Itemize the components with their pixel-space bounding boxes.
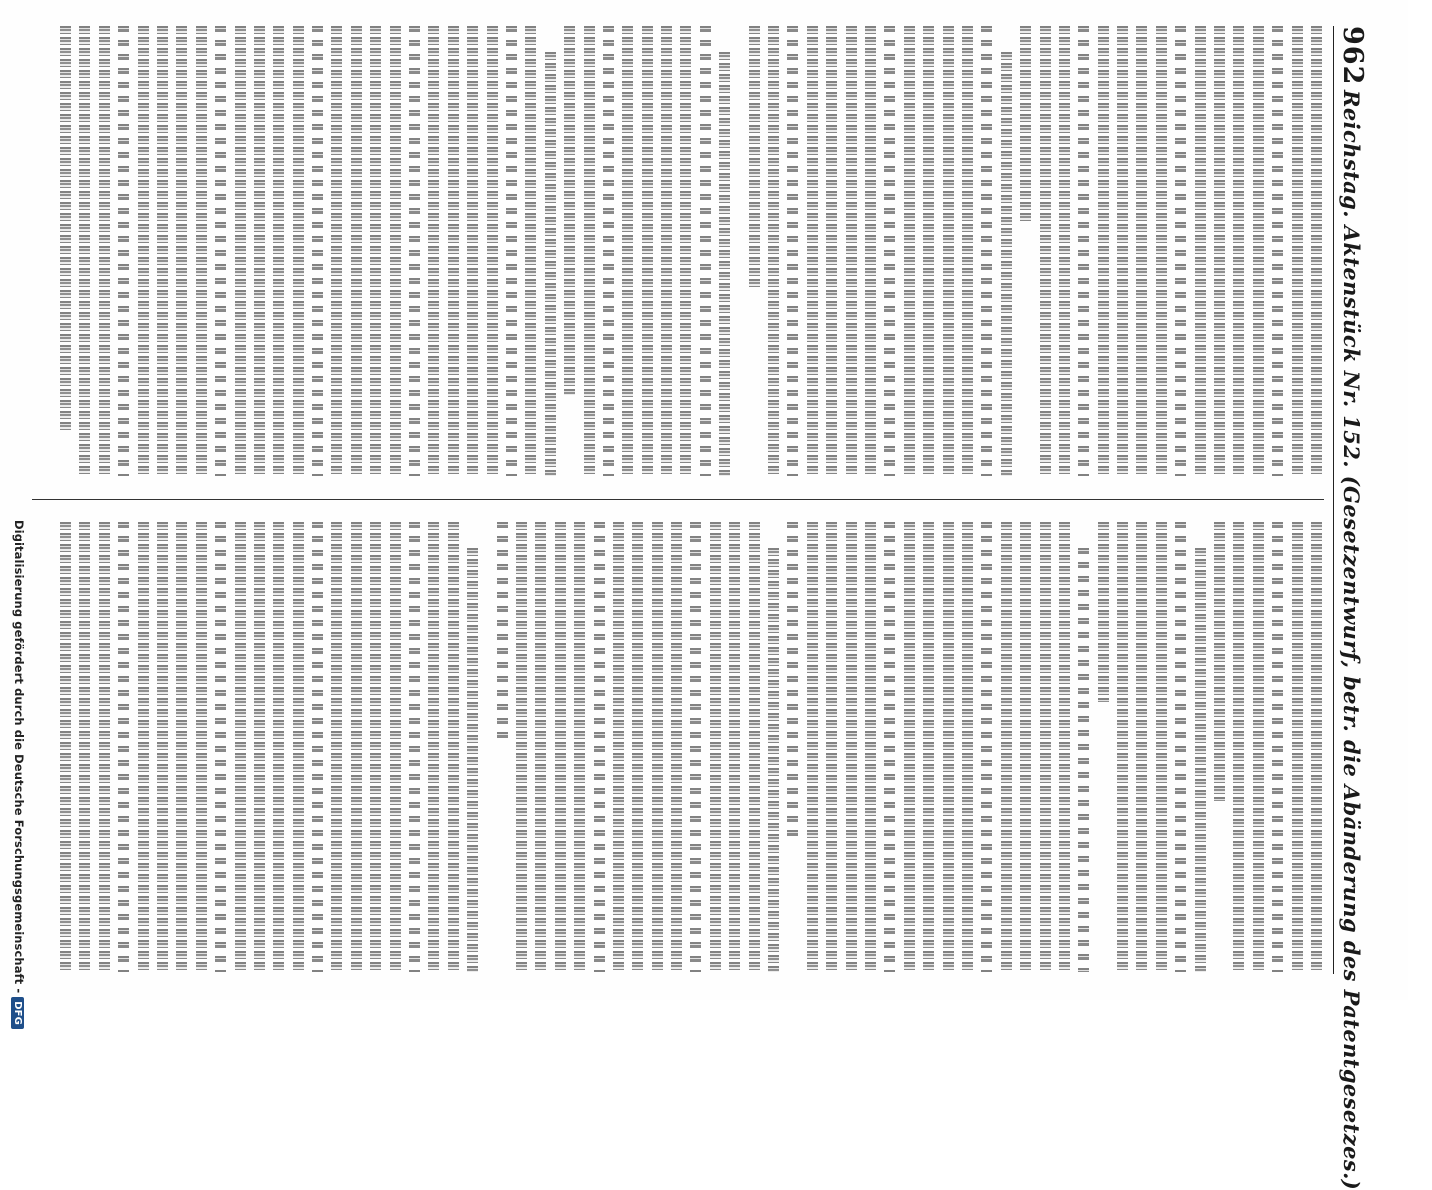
text-line — [138, 522, 149, 972]
text-line — [734, 26, 740, 476]
text-line — [448, 26, 459, 476]
line-ink — [943, 26, 954, 476]
line-ink — [351, 26, 362, 476]
text-line — [409, 522, 420, 972]
text-line — [729, 522, 740, 972]
text-line — [691, 522, 702, 972]
text-line — [1233, 522, 1244, 972]
text-line — [331, 26, 342, 476]
text-line — [1098, 522, 1109, 972]
text-line — [60, 522, 71, 972]
line-ink — [574, 522, 585, 972]
text-line — [584, 26, 595, 476]
line-ink — [943, 522, 954, 972]
text-line — [157, 26, 168, 476]
line-ink — [467, 548, 478, 972]
text-line — [555, 522, 566, 972]
text-line — [118, 26, 129, 476]
line-ink — [584, 26, 595, 476]
text-line — [79, 26, 90, 476]
text-line — [506, 26, 517, 476]
line-ink — [671, 522, 682, 972]
text-line — [487, 26, 498, 476]
line-ink — [428, 522, 439, 972]
line-ink — [1214, 522, 1225, 801]
text-line — [710, 522, 721, 972]
line-ink — [1311, 522, 1322, 972]
line-ink — [1175, 26, 1186, 476]
line-ink — [1175, 522, 1186, 972]
line-ink — [79, 522, 90, 972]
text-line — [428, 26, 439, 476]
line-ink — [1156, 26, 1167, 476]
line-ink — [157, 26, 168, 476]
text-line — [118, 522, 129, 972]
text-line — [1214, 26, 1225, 476]
line-ink — [331, 26, 342, 476]
line-ink — [235, 26, 246, 476]
text-line — [390, 26, 401, 476]
line-ink — [254, 522, 265, 972]
text-line — [904, 26, 915, 476]
text-line — [1175, 522, 1186, 972]
text-line — [293, 26, 304, 476]
line-ink — [1136, 26, 1147, 476]
text-line — [99, 522, 110, 972]
line-ink — [632, 522, 643, 972]
text-line — [652, 522, 663, 972]
line-ink — [516, 522, 527, 972]
text-line — [574, 522, 585, 972]
line-ink — [525, 26, 536, 476]
text-line — [787, 26, 798, 476]
line-ink — [787, 26, 798, 476]
line-ink — [768, 26, 779, 476]
text-line — [807, 26, 818, 476]
text-line — [157, 522, 168, 972]
line-ink — [1233, 522, 1244, 972]
text-line — [525, 26, 536, 476]
text-line — [370, 26, 381, 476]
line-ink — [681, 26, 692, 476]
text-line — [1233, 26, 1244, 476]
text-line — [846, 522, 857, 972]
line-ink — [351, 522, 362, 972]
text-line — [1175, 26, 1186, 476]
text-line — [235, 522, 246, 972]
text-line — [331, 522, 342, 972]
text-line — [482, 522, 488, 972]
text-line — [632, 522, 643, 972]
line-ink — [1059, 26, 1070, 476]
text-line — [409, 26, 420, 476]
line-ink — [1059, 522, 1070, 972]
text-line — [981, 26, 992, 476]
text-line — [904, 522, 915, 972]
text-line — [1214, 522, 1225, 972]
line-ink — [1040, 26, 1051, 476]
text-line — [1156, 522, 1167, 972]
text-line — [1001, 522, 1012, 972]
line-ink — [1233, 26, 1244, 476]
line-ink — [555, 522, 566, 972]
line-ink — [642, 26, 653, 476]
text-line — [1059, 522, 1070, 972]
line-ink — [487, 26, 498, 476]
line-ink — [846, 522, 857, 972]
line-ink — [215, 26, 226, 476]
text-line — [1059, 26, 1070, 476]
line-ink — [1098, 522, 1109, 702]
text-line — [1195, 522, 1206, 972]
text-line — [594, 522, 605, 972]
line-ink — [846, 26, 857, 476]
text-column-left — [32, 26, 1322, 476]
text-line — [1195, 26, 1206, 476]
line-ink — [1098, 26, 1109, 476]
line-ink — [691, 522, 702, 972]
line-ink — [235, 522, 246, 972]
text-line — [1020, 522, 1031, 972]
line-ink — [729, 522, 740, 972]
line-ink — [807, 522, 818, 972]
text-line — [1020, 26, 1031, 476]
text-line — [1272, 26, 1283, 476]
line-ink — [273, 522, 284, 972]
text-line — [467, 522, 478, 972]
text-line — [1253, 26, 1264, 476]
text-line — [1311, 26, 1322, 476]
text-line — [768, 26, 779, 476]
line-ink — [1136, 522, 1147, 972]
line-ink — [594, 522, 605, 972]
text-line — [1117, 522, 1128, 972]
line-ink — [535, 522, 546, 972]
text-line — [196, 522, 207, 972]
line-ink — [1272, 522, 1283, 972]
line-ink — [390, 522, 401, 972]
line-ink — [661, 26, 672, 476]
text-line — [1098, 26, 1109, 476]
text-line — [1040, 522, 1051, 972]
line-ink — [1156, 522, 1167, 972]
line-ink — [1253, 26, 1264, 476]
text-line — [661, 26, 672, 476]
text-line — [196, 26, 207, 476]
line-ink — [923, 26, 934, 476]
text-line — [807, 522, 818, 972]
text-line — [681, 26, 692, 476]
line-ink — [787, 522, 798, 837]
line-ink — [79, 26, 90, 476]
text-line — [79, 522, 90, 972]
line-ink — [981, 26, 992, 476]
line-ink — [1020, 522, 1031, 972]
line-ink — [904, 26, 915, 476]
text-line — [293, 522, 304, 972]
line-ink — [60, 26, 71, 431]
text-line — [826, 522, 837, 972]
line-ink — [1117, 26, 1128, 476]
line-ink — [448, 522, 459, 972]
line-ink — [254, 26, 265, 476]
text-line — [545, 26, 556, 476]
line-ink — [1292, 26, 1303, 476]
text-line — [176, 522, 187, 972]
text-line — [622, 26, 633, 476]
digitization-credit — [2, 520, 26, 1025]
text-line — [273, 522, 284, 972]
line-ink — [884, 26, 895, 476]
line-ink — [865, 522, 876, 972]
page-number: 962 — [1337, 26, 1368, 86]
line-ink — [1040, 522, 1051, 972]
text-line — [826, 26, 837, 476]
line-ink — [603, 26, 614, 476]
text-line — [497, 522, 508, 972]
line-ink — [497, 522, 508, 738]
line-ink — [1001, 52, 1012, 476]
line-ink — [138, 522, 149, 972]
line-ink — [545, 52, 556, 476]
text-line — [312, 522, 323, 972]
line-ink — [312, 522, 323, 972]
line-ink — [1272, 26, 1283, 476]
text-line — [749, 522, 760, 972]
text-line — [564, 26, 575, 476]
text-line — [884, 522, 895, 972]
text-line — [865, 26, 876, 476]
line-ink — [293, 26, 304, 476]
line-ink — [448, 26, 459, 476]
line-ink — [215, 522, 226, 972]
line-ink — [622, 26, 633, 476]
line-ink — [1311, 26, 1322, 476]
line-ink — [176, 26, 187, 476]
dfg-logo: DFG — [11, 997, 24, 1029]
line-ink — [962, 26, 973, 476]
line-ink — [700, 26, 711, 476]
text-line — [1292, 26, 1303, 476]
text-line — [312, 26, 323, 476]
line-ink — [719, 52, 730, 476]
text-line — [846, 26, 857, 476]
text-line — [235, 26, 246, 476]
text-line — [943, 522, 954, 972]
line-ink — [157, 522, 168, 972]
line-ink — [826, 26, 837, 476]
text-line — [176, 26, 187, 476]
line-ink — [865, 26, 876, 476]
line-ink — [923, 522, 934, 972]
column-divider — [32, 499, 1324, 500]
line-ink — [273, 26, 284, 476]
text-line — [138, 26, 149, 476]
text-line — [1136, 26, 1147, 476]
text-line — [535, 522, 546, 972]
line-ink — [118, 522, 129, 972]
line-ink — [506, 26, 517, 476]
text-line — [1292, 522, 1303, 972]
text-line — [370, 522, 381, 972]
text-line — [719, 26, 730, 476]
line-ink — [428, 26, 439, 476]
line-ink — [331, 522, 342, 972]
text-line — [254, 26, 265, 476]
text-line — [254, 522, 265, 972]
line-ink — [390, 26, 401, 476]
text-line — [1272, 522, 1283, 972]
text-column-right — [32, 522, 1322, 972]
text-line — [603, 26, 614, 476]
line-ink — [370, 26, 381, 476]
line-ink — [99, 26, 110, 476]
line-ink — [1195, 548, 1206, 972]
text-line — [273, 26, 284, 476]
line-ink — [1001, 522, 1012, 972]
line-ink — [312, 26, 323, 476]
text-line — [884, 26, 895, 476]
text-line — [1156, 26, 1167, 476]
line-ink — [60, 522, 71, 972]
line-ink — [293, 522, 304, 972]
text-line — [99, 26, 110, 476]
line-ink — [768, 548, 779, 972]
text-line — [787, 522, 798, 972]
text-line — [351, 26, 362, 476]
text-line — [1001, 26, 1012, 476]
text-line — [865, 522, 876, 972]
line-ink — [749, 26, 760, 287]
text-line — [613, 522, 624, 972]
text-line — [923, 26, 934, 476]
line-ink — [904, 522, 915, 972]
line-ink — [1117, 522, 1128, 972]
line-ink — [1253, 522, 1264, 972]
line-ink — [99, 522, 110, 972]
text-line — [1253, 522, 1264, 972]
line-ink — [826, 522, 837, 972]
text-line — [215, 522, 226, 972]
line-ink — [884, 522, 895, 972]
text-line — [448, 522, 459, 972]
text-line — [390, 522, 401, 972]
line-ink — [409, 26, 420, 476]
text-line — [215, 26, 226, 476]
text-line — [943, 26, 954, 476]
line-ink — [652, 522, 663, 972]
text-line — [1078, 26, 1089, 476]
text-line — [642, 26, 653, 476]
running-header — [1333, 26, 1374, 1190]
text-line — [1117, 26, 1128, 476]
text-line — [1040, 26, 1051, 476]
line-ink — [118, 26, 129, 476]
line-ink — [196, 26, 207, 476]
header-title: Reichstag. Aktenstück Nr. 152. (Gesetzentwurf, betr. die Abänderung des Patentgesetzes.) — [1339, 90, 1364, 1190]
line-ink — [1292, 522, 1303, 972]
text-line — [351, 522, 362, 972]
text-line — [516, 522, 527, 972]
line-ink — [409, 522, 420, 972]
text-line — [749, 26, 760, 476]
text-line — [700, 26, 711, 476]
line-ink — [807, 26, 818, 476]
line-ink — [467, 26, 478, 476]
text-line — [962, 522, 973, 972]
text-line — [1136, 522, 1147, 972]
line-ink — [613, 522, 624, 972]
text-line — [981, 522, 992, 972]
text-line — [768, 522, 779, 972]
line-ink — [138, 26, 149, 476]
text-line — [1311, 522, 1322, 972]
line-ink — [1020, 26, 1031, 224]
text-line — [923, 522, 934, 972]
text-line — [467, 26, 478, 476]
text-line — [671, 522, 682, 972]
line-ink — [981, 522, 992, 972]
line-ink — [176, 522, 187, 972]
credit-text: Digitalisierung gefördert durch die Deutsche Forschungsgemeinschaft - — [12, 520, 26, 994]
line-ink — [1214, 26, 1225, 476]
text-line — [428, 522, 439, 972]
line-ink — [749, 522, 760, 972]
line-ink — [1078, 26, 1089, 476]
line-ink — [564, 26, 575, 395]
line-ink — [1078, 548, 1089, 972]
text-line — [1078, 522, 1089, 972]
line-ink — [1195, 26, 1206, 476]
line-ink — [370, 522, 381, 972]
text-line — [60, 26, 71, 476]
line-ink — [962, 522, 973, 972]
line-ink — [196, 522, 207, 972]
line-ink — [710, 522, 721, 972]
text-line — [962, 26, 973, 476]
